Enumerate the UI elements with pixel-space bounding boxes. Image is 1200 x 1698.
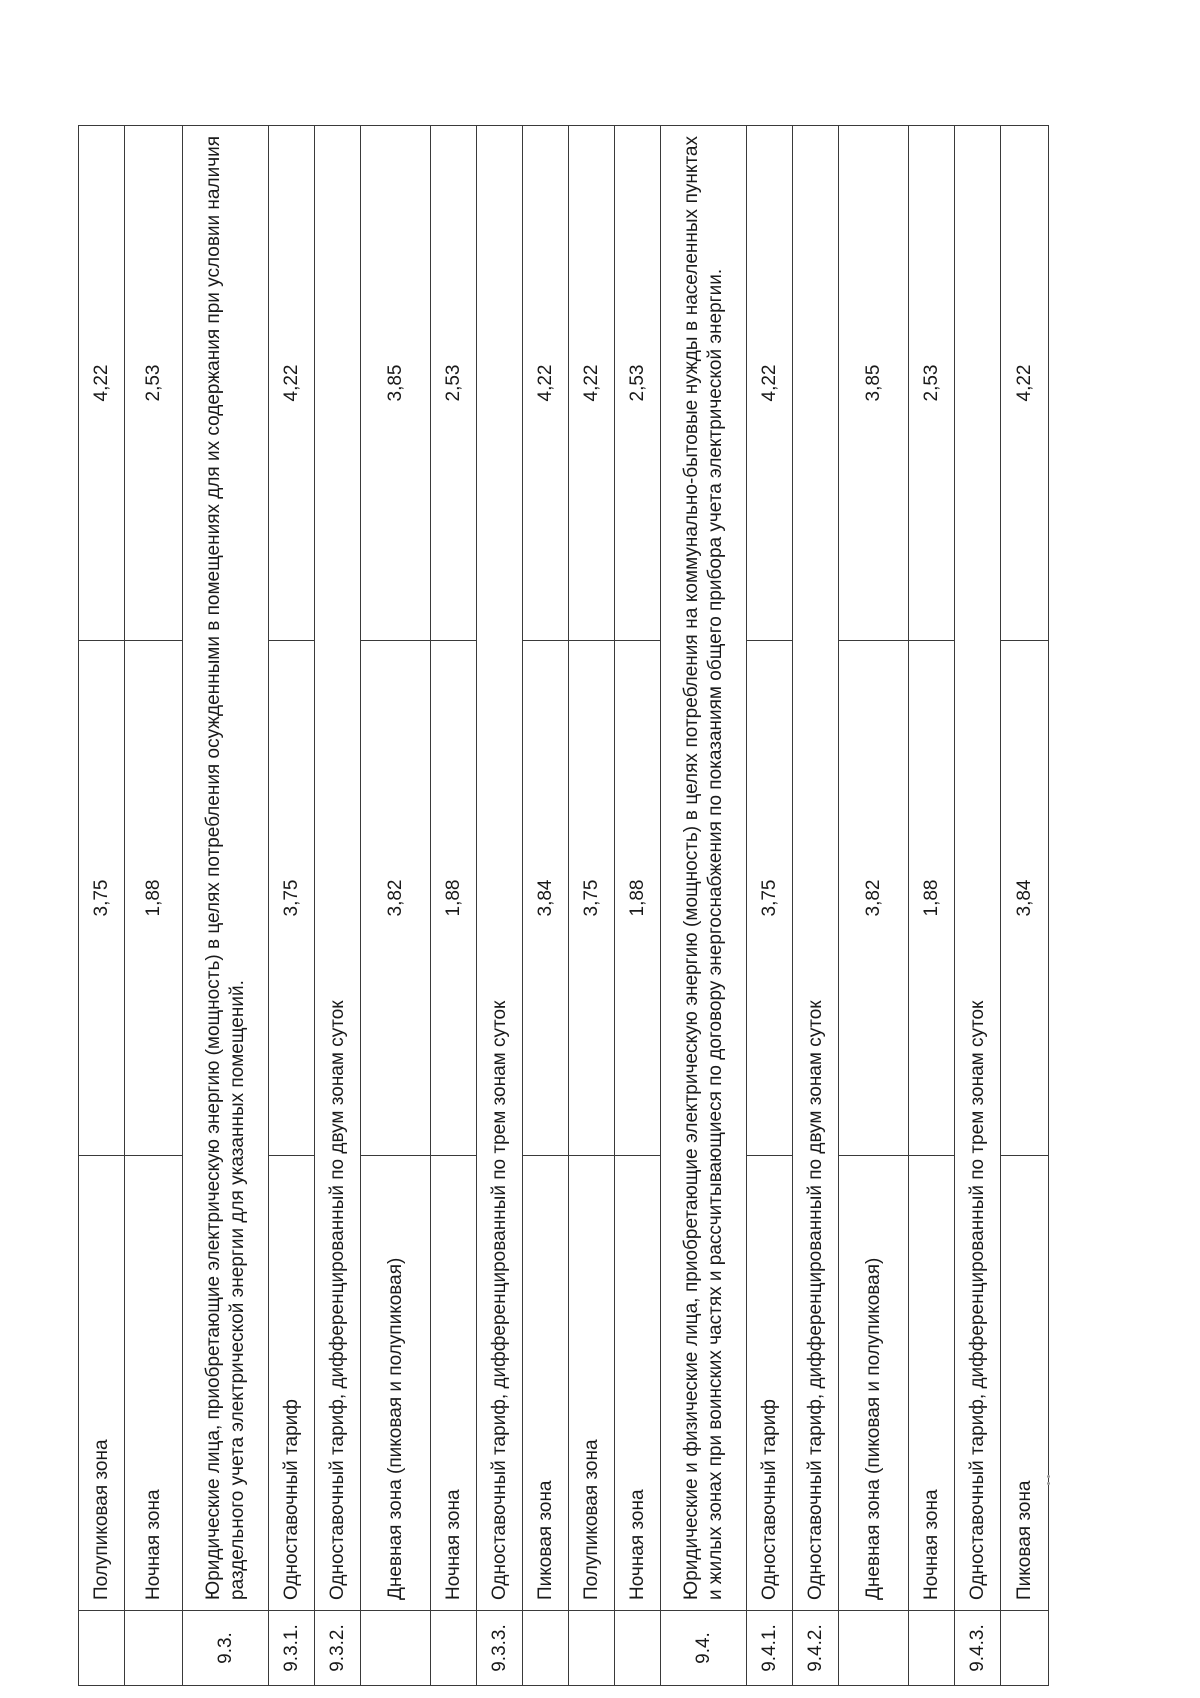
tariff-value-second-half: 4,22 — [569, 126, 615, 641]
tariff-value-first-half: 1,88 — [615, 641, 661, 1156]
tariff-row — [431, 126, 477, 1686]
rotated-page — [78, 126, 1049, 1686]
section-title: Одноставочный тариф, дифференцированный по трем зонам суток — [477, 126, 523, 1611]
row-number: 9.3. — [183, 1611, 269, 1686]
tariff-row — [615, 126, 661, 1686]
tariff-row — [909, 126, 955, 1686]
section-title: Одноставочный тариф, дифференцированный по трем зонам суток — [955, 126, 1001, 1611]
tariff-value-second-half: 4,22 — [79, 126, 125, 641]
row-number: 9.3.2. — [315, 1611, 361, 1686]
row-number: 9.3.1. — [269, 1611, 315, 1686]
row-number — [839, 1611, 909, 1686]
tariff-row — [839, 126, 909, 1686]
tariff-value-second-half: 4,22 — [747, 126, 793, 641]
tariff-table — [78, 125, 1049, 1686]
tariff-label: Пиковая зона — [1001, 1156, 1049, 1611]
row-number: 9.4. — [661, 1611, 747, 1686]
section-header-row — [315, 126, 361, 1686]
section-title: Одноставочный тариф, дифференцированный по двум зонам суток — [793, 126, 839, 1611]
tariff-row — [569, 126, 615, 1686]
tariff-value-second-half: 4,22 — [269, 126, 315, 641]
tariff-value-first-half: 1,88 — [125, 641, 183, 1156]
tariff-value-second-half: 2,53 — [431, 126, 477, 641]
row-number — [431, 1611, 477, 1686]
row-number — [79, 1611, 125, 1686]
section-title: Одноставочный тариф, дифференцированный по двум зонам суток — [315, 126, 361, 1611]
row-number — [615, 1611, 661, 1686]
row-number — [569, 1611, 615, 1686]
tariff-table-body — [79, 126, 1049, 1686]
row-number: 9.4.2. — [793, 1611, 839, 1686]
tariff-row — [1001, 126, 1049, 1686]
section-header-row — [477, 126, 523, 1686]
tariff-label: Одноставочный тариф — [269, 1156, 315, 1611]
tariff-label: Дневная зона (пиковая и полупиковая) — [361, 1156, 431, 1611]
row-number: 9.3.3. — [477, 1611, 523, 1686]
tariff-value-second-half: 3,85 — [361, 126, 431, 641]
row-number: 9.4.1. — [747, 1611, 793, 1686]
section-title: Юридические и физические лица, приобретающие электрическую энергию (мощность) в целях потребления на коммунально-бытовые нужды в населенных пунктах и жилых зонах при воинских частях и рассчитывающиеся по договору энергоснабжения по показаниям общего прибора учета электрической энергии. — [661, 126, 747, 1611]
tariff-label: Полупиковая зона — [569, 1156, 615, 1611]
tariff-value-first-half: 1,88 — [909, 641, 955, 1156]
tariff-label: Ночная зона — [909, 1156, 955, 1611]
tariff-value-first-half: 3,84 — [523, 641, 569, 1156]
tariff-value-first-half: 3,75 — [79, 641, 125, 1156]
row-number — [1001, 1611, 1049, 1686]
row-number — [125, 1611, 183, 1686]
scan-speck — [1047, 1475, 1050, 1478]
tariff-value-second-half: 3,85 — [839, 126, 909, 641]
tariff-row — [79, 126, 125, 1686]
tariff-value-first-half: 3,75 — [569, 641, 615, 1156]
section-header-row — [793, 126, 839, 1686]
tariff-label: Пиковая зона — [523, 1156, 569, 1611]
tariff-row — [269, 126, 315, 1686]
tariff-value-second-half: 2,53 — [615, 126, 661, 641]
tariff-label: Ночная зона — [615, 1156, 661, 1611]
tariff-value-second-half: 4,22 — [523, 126, 569, 641]
tariff-value-first-half: 3,82 — [839, 641, 909, 1156]
tariff-value-first-half: 3,75 — [747, 641, 793, 1156]
tariff-label: Полупиковая зона — [79, 1156, 125, 1611]
tariff-row — [747, 126, 793, 1686]
tariff-value-second-half: 2,53 — [909, 126, 955, 641]
section-title: Юридические лица, приобретающие электрическую энергию (мощность) в целях потребления осужденными в помещениях для их содержания при условии наличия раздельного учета электрической энергии для указанных помещений. — [183, 126, 269, 1611]
tariff-row — [361, 126, 431, 1686]
tariff-row — [125, 126, 183, 1686]
tariff-label: Дневная зона (пиковая и полупиковая) — [839, 1156, 909, 1611]
tariff-value-second-half: 2,53 — [125, 126, 183, 641]
row-number — [909, 1611, 955, 1686]
section-header-row — [955, 126, 1001, 1686]
tariff-value-first-half: 3,84 — [1001, 641, 1049, 1156]
scan-speck — [1047, 1482, 1050, 1485]
tariff-value-first-half: 3,75 — [269, 641, 315, 1156]
row-number: 9.4.3. — [955, 1611, 1001, 1686]
tariff-row — [523, 126, 569, 1686]
tariff-value-second-half: 4,22 — [1001, 126, 1049, 641]
tariff-value-first-half: 1,88 — [431, 641, 477, 1156]
tariff-label: Ночная зона — [125, 1156, 183, 1611]
section-header-row — [183, 126, 269, 1686]
section-header-row — [661, 126, 747, 1686]
tariff-label: Одноставочный тариф — [747, 1156, 793, 1611]
row-number — [523, 1611, 569, 1686]
row-number — [361, 1611, 431, 1686]
tariff-value-first-half: 3,82 — [361, 641, 431, 1156]
tariff-label: Ночная зона — [431, 1156, 477, 1611]
